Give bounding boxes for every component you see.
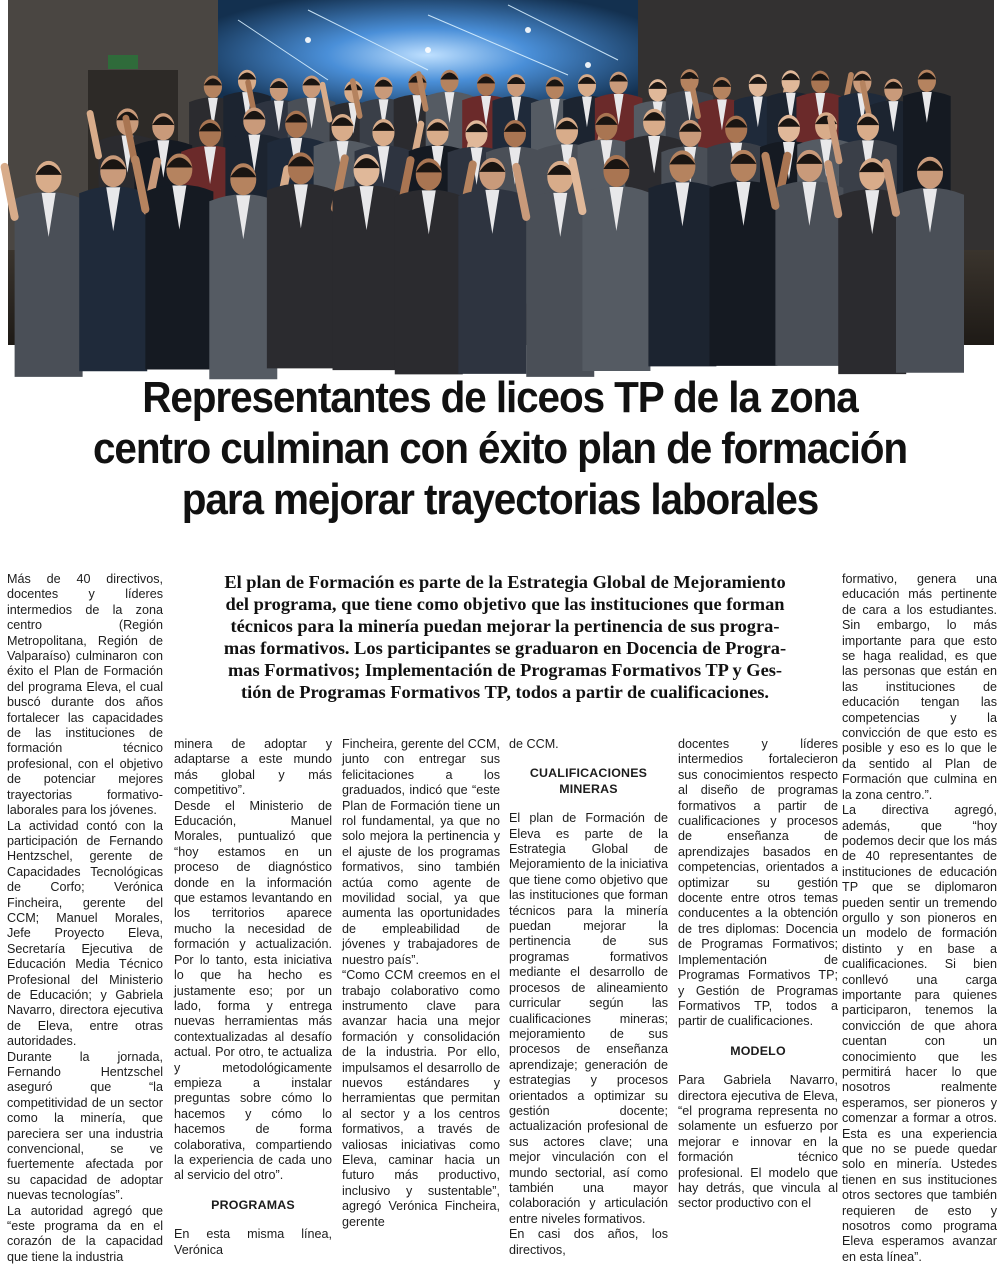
lead-line: técnicos para la minería puedan mejorar la pertinencia de sus progra- xyxy=(230,616,780,636)
headline xyxy=(58,372,941,525)
paragraph: La autoridad agregó que “este programa da en el corazón de la capacidad que tiene la industria xyxy=(7,1203,163,1264)
headline-line: para mejorar trayectorias laborales xyxy=(181,475,819,524)
section-heading-programas: PROGRAMAS xyxy=(211,1197,295,1212)
lead-paragraph xyxy=(180,571,830,703)
article-column-6 xyxy=(842,572,997,1264)
paragraph: En casi dos años, los directivos, xyxy=(509,1227,668,1257)
lead-line: tión de Programas Formativos TP, todos a partir de cualificaciones. xyxy=(240,682,770,702)
paragraph: La directiva agregó, además, que “hoy podemos decir que los más de 40 representantes de instituciones de educación TP que se diplomaron pueden sentir un tremendo orgullo y son pioneros en un modelo de formación distinto y en base a cualificaciones. Si bien conllevó una carga importante para quienes participaron, tenemos la convicción de que ahora cuentan con un conocimiento que les permitirá hacer lo que nosotros realmente esperamos, ser pioneros y comenzar a formar a otros. Esta es una experiencia que no se puede quedar solo en minería. Ustedes tienen en sus instituciones otros sectores que también requieren de esto y nosotros como programa Eleva esperamos avanzar en esta línea”. xyxy=(842,803,997,1264)
article-column-2 xyxy=(174,737,332,1257)
paragraph: formativo, genera una educación más pertinente de cara a los estudiantes. Sin embargo, lo más importante para que esto se haga realidad, es que las personas que están en las instituciones de educación tengan las competencias y la convicción de que esto es posible y eso es lo que le da sentido al Plan de Formación que culmina en la zona centro.”. xyxy=(842,572,997,802)
group-photo-illustration xyxy=(8,0,994,345)
article-column-5 xyxy=(678,737,838,1211)
article-column-1 xyxy=(7,572,163,1264)
section-heading-modelo: MODELO xyxy=(730,1043,786,1058)
article-column-3 xyxy=(342,737,500,1229)
lead-line: mas formativos. Los participantes se graduaron en Docencia de Progra- xyxy=(223,638,787,658)
lead-line: mas Formativos; Implementación de Programas Formativos TP y Ges- xyxy=(227,660,783,680)
article-column-4 xyxy=(509,737,668,1257)
paragraph: docentes y líderes intermedios fortalecieron sus conocimientos respecto al diseño de programas formativos a partir de cualificaciones y procesos de enseñanza de aprendizajes basados en competencias, orientados a optimizar su gestión docente entre otros temas conducentes a la obtención de tres diplomas: Docencia de Programas Formativos; Implementación de Programas Formativos TP; y Gestión de Programas Formativos TP, todos a partir de cualificaciones. xyxy=(678,737,838,1029)
paragraph: Más de 40 directivos, docentes y líderes intermedios de la zona centro (Región Metropolitana, Región de Valparaíso) culminaron con éxito el Plan de Formación del programa Eleva, el cual buscó durante dos años fortalecer las capacidades de las instituciones de formación técnico profesional, con el objetivo de potenciar mejores trayectorias formativo-laborales para los jóvenes. xyxy=(7,572,163,818)
paragraph: Durante la jornada, Fernando Hentzschel aseguró que “la competitividad de un sector como la minería, que pareciera ser una industria convencional, se ve fuertemente afectada por su capacidad de adoptar nuevas tecnologías”. xyxy=(7,1049,163,1203)
lead-line: del programa, que tiene como objetivo que las instituciones que forman xyxy=(225,594,785,614)
headline-line: centro culminan con éxito plan de formación xyxy=(93,424,907,473)
paragraph: Desde el Ministerio de Educación, Manuel Morales, puntualizó que “hoy estamos en un proceso de diagnóstico donde en la información que estamos levantando en los territorios aparece mucho la necesidad de formación y actualización. Por lo tanto, esta iniciativa lo que ha hecho es justamente eso; por un lado, forma y entrega nuevas herramientas más contextualizadas al desafío actual. Por otro, te actualiza y metodológicamente empieza a instalar preguntas sobre cómo lo hacemos y cómo lo hacemos de forma colaborativa, compartiendo la experiencia de cada uno al servicio del otro”. xyxy=(174,798,332,1183)
paragraph: El plan de Formación de Eleva es parte de la Estrategia Global de Mejoramiento de la iniciativa que tiene como objetivo que las instituciones que forman técnicos para la minería puedan mejorar la pertinencia de sus programas formativos mediante el desarrollo de procesos de alineamiento curricular según las cualificaciones mineras; mejoramiento de sus procesos de enseñanza aprendizaje; generación de estrategias y procesos orientados a optimizar su gestión docente; actualización profesional de sus actores clave; una mejor vinculación con el mundo sectorial, así como también una mayor colaboración y articulación entre niveles formativos. xyxy=(509,811,668,1226)
paragraph: En esta misma línea, Verónica xyxy=(174,1227,332,1257)
paragraph: Para Gabriela Navarro, directora ejecutiva de Eleva, “el programa representa no solamente un esfuerzo por mejorar e innovar en la formación técnico profesional. El modelo que hay detrás, que vincula al sector productivo con el xyxy=(678,1073,838,1211)
paragraph: de CCM. xyxy=(509,737,559,751)
paragraph: minera de adoptar y adaptarse a este mundo más global y más competitivo”. xyxy=(174,737,332,798)
paragraph: Fincheira, gerente del CCM, junto con entregar sus felicitaciones a los graduados, indicó que “este Plan de Formación tiene un rol fundamental, ya que no solo mejora la pertinencia y el ajuste de los programas formativos, sino también actúa como agente de movilidad social, ya que aumenta las oportunidades de empleabilidad de jóvenes y trabajadores de nuestro país”. xyxy=(342,737,500,967)
paragraph: La actividad contó con la participación de Fernando Hentzschel, gerente de Capacidades Tecnológicas de Corfo; Verónica Fincheira, gerente del CCM; Manuel Morales, Jefe Proyecto Eleva, Secretaría Ejecutiva de Educación Media Técnico Profesional del Ministerio de Educación; y Gabriela Navarro, directora ejecutiva de Eleva, entre otras autoridades. xyxy=(7,818,163,1049)
section-heading-cualificaciones: CUALIFICACIONES MINERAS xyxy=(529,766,648,796)
paragraph: “Como CCM creemos en el trabajo colaborativo como instrumento clave para avanzar hacia una mejor formación y consolidación de la industria. Por ello, impulsamos el desarrollo de nuevos estándares y herramientas que permitan al sector y a los centros formativos, a través de valiosas iniciativas como Eleva, caminar hacia un futuro más productivo, inclusivo y sustentable”, agregó Verónica Fincheira, gerente xyxy=(342,968,500,1229)
group-photo xyxy=(8,0,994,345)
lead-line: El plan de Formación es parte de la Estrategia Global de Mejoramiento xyxy=(224,572,786,592)
headline-line: Representantes de liceos TP de la zona xyxy=(142,373,858,422)
